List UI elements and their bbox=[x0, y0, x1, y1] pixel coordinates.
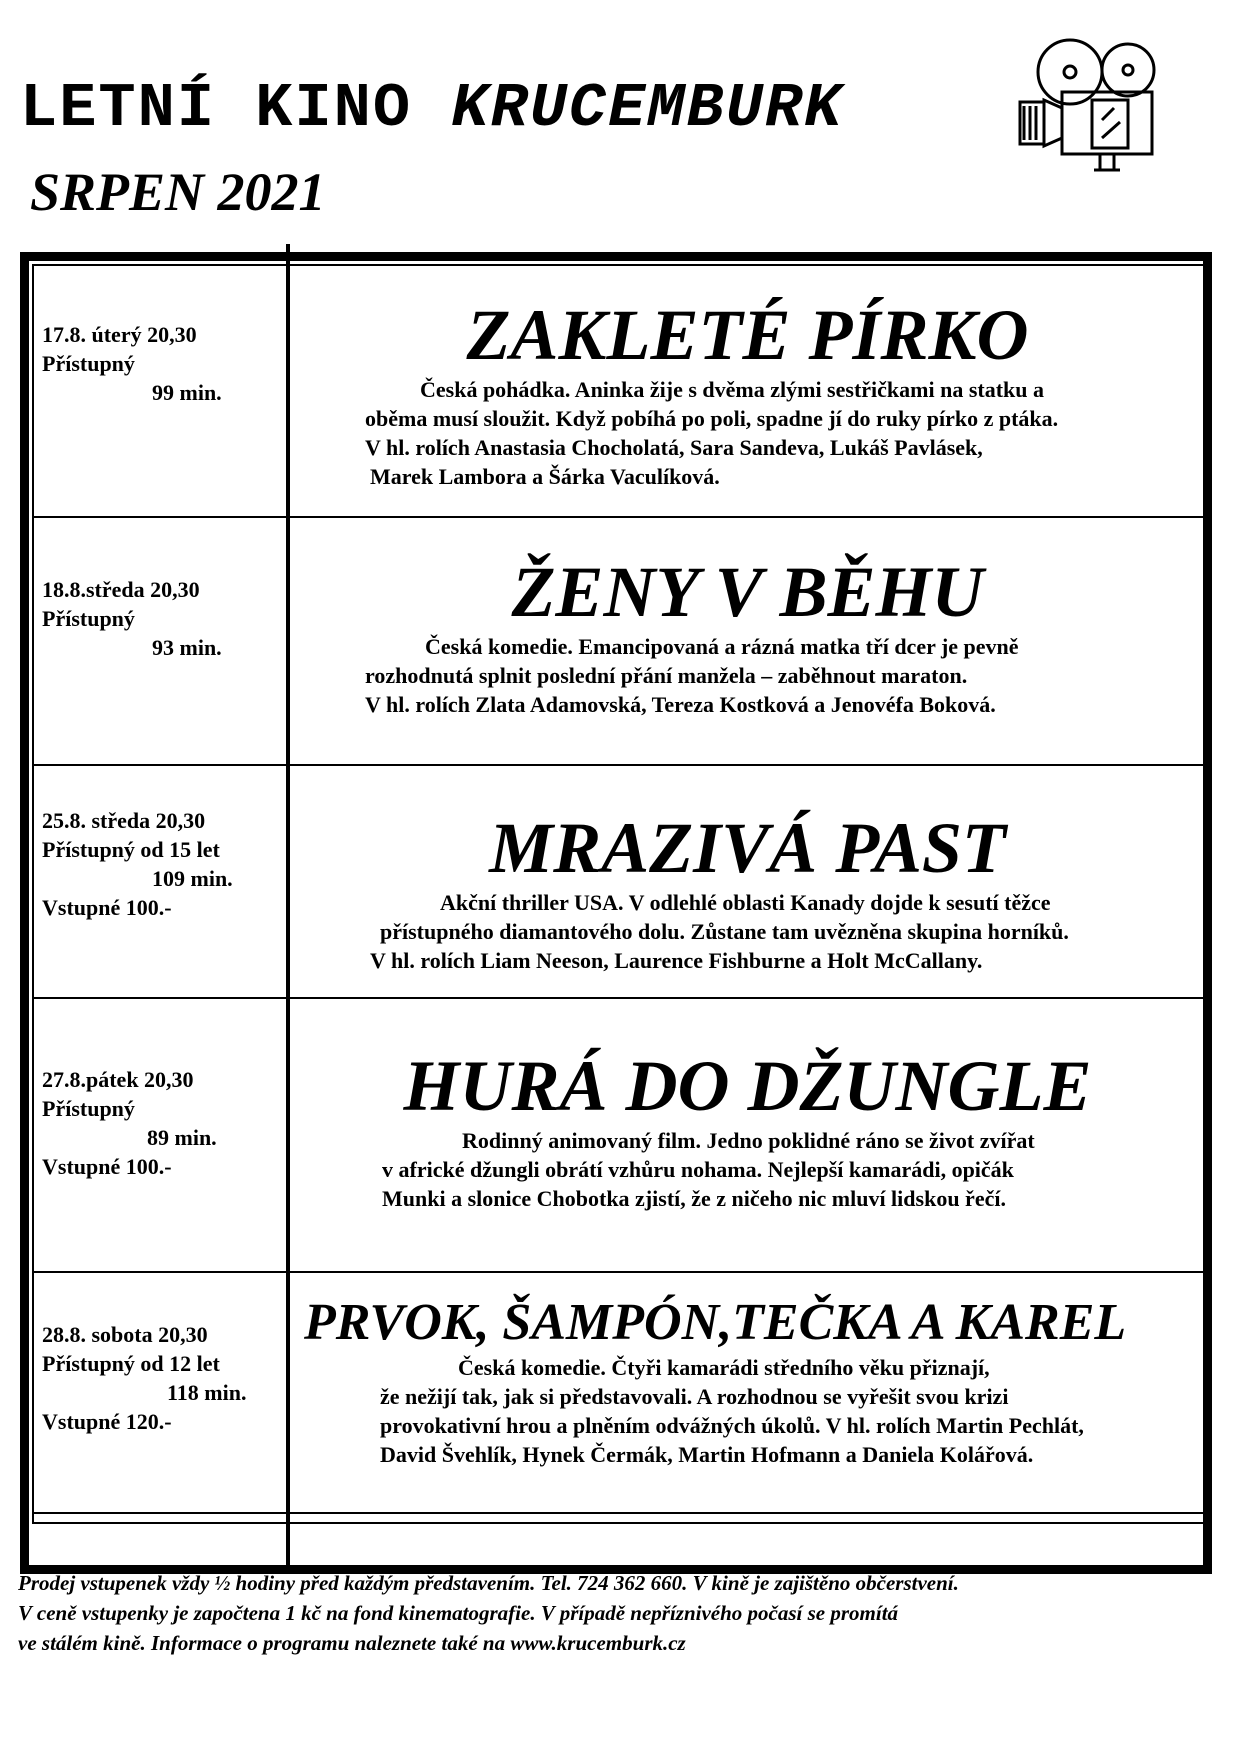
row-separator bbox=[32, 764, 1205, 766]
screening-duration: 109 min. bbox=[152, 866, 233, 891]
film-entry bbox=[300, 552, 1195, 719]
film-entry bbox=[300, 1293, 1195, 1469]
film-entry bbox=[300, 295, 1195, 491]
screening-date: 25.8. středa 20,30 bbox=[42, 808, 206, 833]
film-description: Akční thriller USA. V odlehlé oblasti Kanady dojde k sesutí těžce přístupného diamantového dolu. Zůstane tam uvězněna skupina horníků. V hl. rolích Liam Neeson, Laurence Fishburne a Holt McCallany. bbox=[370, 890, 1069, 973]
screening-info bbox=[42, 575, 282, 662]
screening-access: Přístupný bbox=[42, 1096, 135, 1121]
screening-date: 17.8. úterý 20,30 bbox=[42, 322, 197, 347]
screening-info bbox=[42, 1065, 282, 1181]
title-place: KRUCEMBURK bbox=[451, 73, 844, 144]
screening-date: 28.8. sobota 20,30 bbox=[42, 1322, 208, 1347]
footer-line: Prodej vstupenek vždy ½ hodiny před každým představením. Tel. 724 362 660. V kině je zajištěno občerstvení. bbox=[18, 1571, 959, 1595]
film-entry bbox=[300, 1046, 1195, 1213]
screening-info bbox=[42, 806, 282, 922]
screening-access: Přístupný bbox=[42, 606, 135, 631]
footer-line: ve stálém kině. Informace o programu naleznete také na www.krucemburk.cz bbox=[18, 1631, 686, 1655]
screening-access: Přístupný bbox=[42, 351, 135, 376]
film-description: Česká komedie. Čtyři kamarádi středního věku přiznají, že nežijí tak, jak si představovali. A rozhodnou se vyřešit svou krizi provokativní hrou a plněním odvážných úkolů. V hl. rolích Martin Pechlát, David Švehlík, Hynek Čermák, Martin Hofmann a Daniela Kolářová. bbox=[380, 1355, 1084, 1467]
row-separator bbox=[32, 1271, 1205, 1273]
screening-duration: 118 min. bbox=[167, 1380, 247, 1405]
film-camera-icon bbox=[1010, 30, 1170, 180]
page-subtitle: SRPEN 2021 bbox=[30, 162, 326, 222]
row-separator bbox=[32, 1512, 1205, 1514]
row-separator bbox=[32, 997, 1205, 999]
screening-date: 18.8.středa 20,30 bbox=[42, 577, 200, 602]
film-title: HURÁ DO DŽUNGLE bbox=[403, 1046, 1092, 1126]
title-prefix: LETNÍ KINO bbox=[20, 73, 413, 144]
screening-price: Vstupné 120.- bbox=[42, 1409, 172, 1434]
row-separator bbox=[32, 516, 1205, 518]
screening-duration: 93 min. bbox=[152, 635, 222, 660]
screening-price: Vstupné 100.- bbox=[42, 895, 172, 920]
film-title: ZAKLETÉ PÍRKO bbox=[466, 295, 1029, 375]
film-title: ŽENY V BĚHU bbox=[511, 552, 984, 632]
film-description: Česká komedie. Emancipovaná a rázná matka tří dcer je pevně rozhodnutá splnit poslední přání manžela – zaběhnout maraton. V hl. rolích Zlata Adamovská, Tereza Kostková a Jenovéfa Boková. bbox=[365, 634, 1019, 717]
screening-info bbox=[42, 320, 282, 407]
footer-line: V ceně vstupenky je započtena 1 kč na fond kinematografie. V případě nepříznivého počasí se promítá bbox=[18, 1601, 899, 1625]
film-title: MRAZIVÁ PAST bbox=[489, 808, 1006, 888]
film-description: Rodinný animovaný film. Jedno poklidné ráno se život zvířat v africké džungli obrátí vzhůru nohama. Nejlepší kamarádi, opičák Munki a slonice Chobotka zjistí, že z ničeho nic mluví lidskou řečí. bbox=[382, 1128, 1035, 1211]
screening-duration: 99 min. bbox=[152, 380, 222, 405]
film-title: PRVOK, ŠAMPÓN,TEČKA A KAREL bbox=[304, 1294, 1127, 1351]
film-entry bbox=[300, 808, 1195, 975]
film-description: Česká pohádka. Aninka žije s dvěma zlými sestřičkami na statku a oběma musí sloužit. Když pobíhá po poli, spadne jí do ruky pírko z ptáka. V hl. rolích Anastasia Chocholatá, Sara Sandeva, Lukáš Pavlásek, Marek Lambora a Šárka Vaculíková. bbox=[365, 377, 1059, 489]
screening-date: 27.8.pátek 20,30 bbox=[42, 1067, 194, 1092]
screening-access: Přístupný od 15 let bbox=[42, 837, 220, 862]
page-title bbox=[20, 73, 844, 144]
screening-price: Vstupné 100.- bbox=[42, 1154, 172, 1179]
screening-info bbox=[42, 1320, 282, 1436]
column-divider bbox=[286, 244, 290, 1574]
screening-duration: 89 min. bbox=[147, 1125, 217, 1150]
footer-notes bbox=[18, 1568, 1218, 1658]
screening-access: Přístupný od 12 let bbox=[42, 1351, 220, 1376]
